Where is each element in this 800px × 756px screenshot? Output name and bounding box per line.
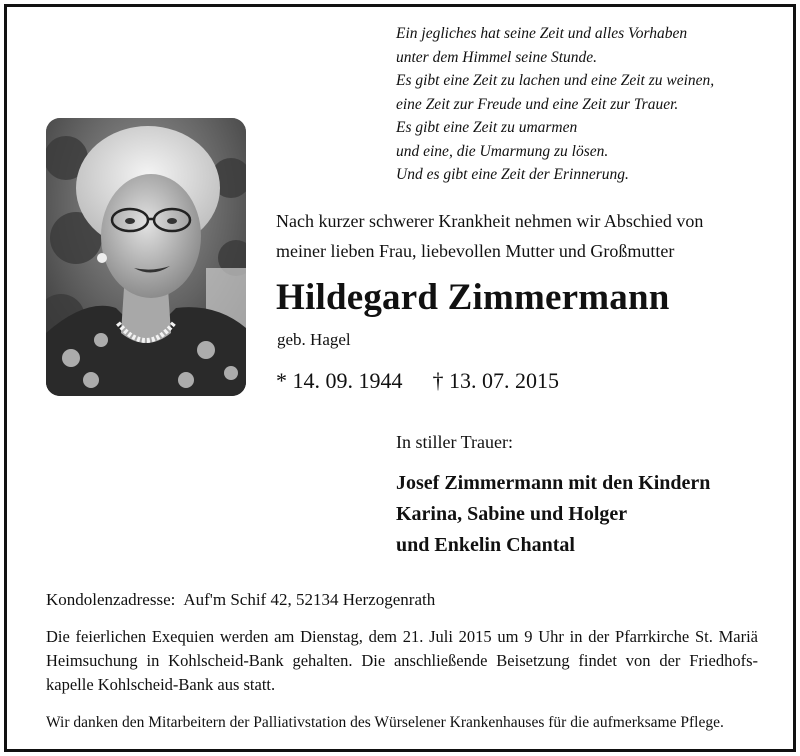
poem-line: eine Zeit zur Freude und eine Zeit zur Trauer.: [396, 95, 679, 113]
mourners-line: und Enkelin Chantal: [396, 534, 575, 556]
intro-text: [276, 206, 776, 266]
address-label: Kondolenzadresse:: [46, 590, 176, 609]
maiden-name: geb. Hagel: [277, 330, 351, 349]
mourners-label: In stiller Trauer:: [396, 432, 513, 452]
funeral-info-line: Die feierlichen Exequien werden am Dienstag, dem 21. Juli 2015 um 9 Uhr in der Pfarrkirche St. Mariä: [46, 627, 758, 646]
poem-line: und eine, die Umarmung zu lösen.: [396, 142, 609, 160]
intro-line: Nach kurzer schwerer Krankheit nehmen wir Abschied von: [276, 211, 704, 231]
life-dates: [276, 368, 559, 394]
death-date: † 13. 07. 2015: [432, 368, 559, 393]
intro-line: meiner lieben Frau, liebevollen Mutter und Großmutter: [276, 241, 675, 261]
poem: [396, 22, 776, 187]
poem-line: Es gibt eine Zeit zu umarmen: [396, 119, 578, 136]
funeral-info-line: Heimsuchung in Kohlscheid-Bank gehalten. Die anschließende Beisetzung findet von der Friedhofs-: [46, 651, 758, 670]
mourners-line: Karina, Sabine und Holger: [396, 503, 628, 525]
poem-line: Es gibt eine Zeit zu lachen und eine Zeit zu weinen,: [396, 72, 715, 89]
birth-date: * 14. 09. 1944: [276, 368, 403, 393]
mourners-line: Josef Zimmermann mit den Kindern: [396, 472, 711, 494]
poem-line: unter dem Himmel seine Stunde.: [396, 48, 598, 66]
poem-line: Und es gibt eine Zeit der Erinnerung.: [396, 166, 629, 183]
condolence-address: [46, 590, 435, 610]
deceased-name: Hildegard Zimmermann: [276, 277, 670, 318]
address-value: Auf'm Schif 42, 52134 Herzogenrath: [183, 590, 436, 609]
funeral-info-line: kapelle Kohlscheid-Bank aus statt.: [46, 675, 276, 694]
portrait-photo: [46, 118, 246, 396]
funeral-info: [46, 625, 758, 697]
poem-line: Ein jegliches hat seine Zeit und alles Vorhaben: [396, 25, 688, 42]
thanks-note: Wir danken den Mitarbeitern der Palliativstation des Würselener Krankenhauses für die aufmerksame Pflege.: [46, 714, 724, 731]
mourners-list: [396, 468, 710, 561]
